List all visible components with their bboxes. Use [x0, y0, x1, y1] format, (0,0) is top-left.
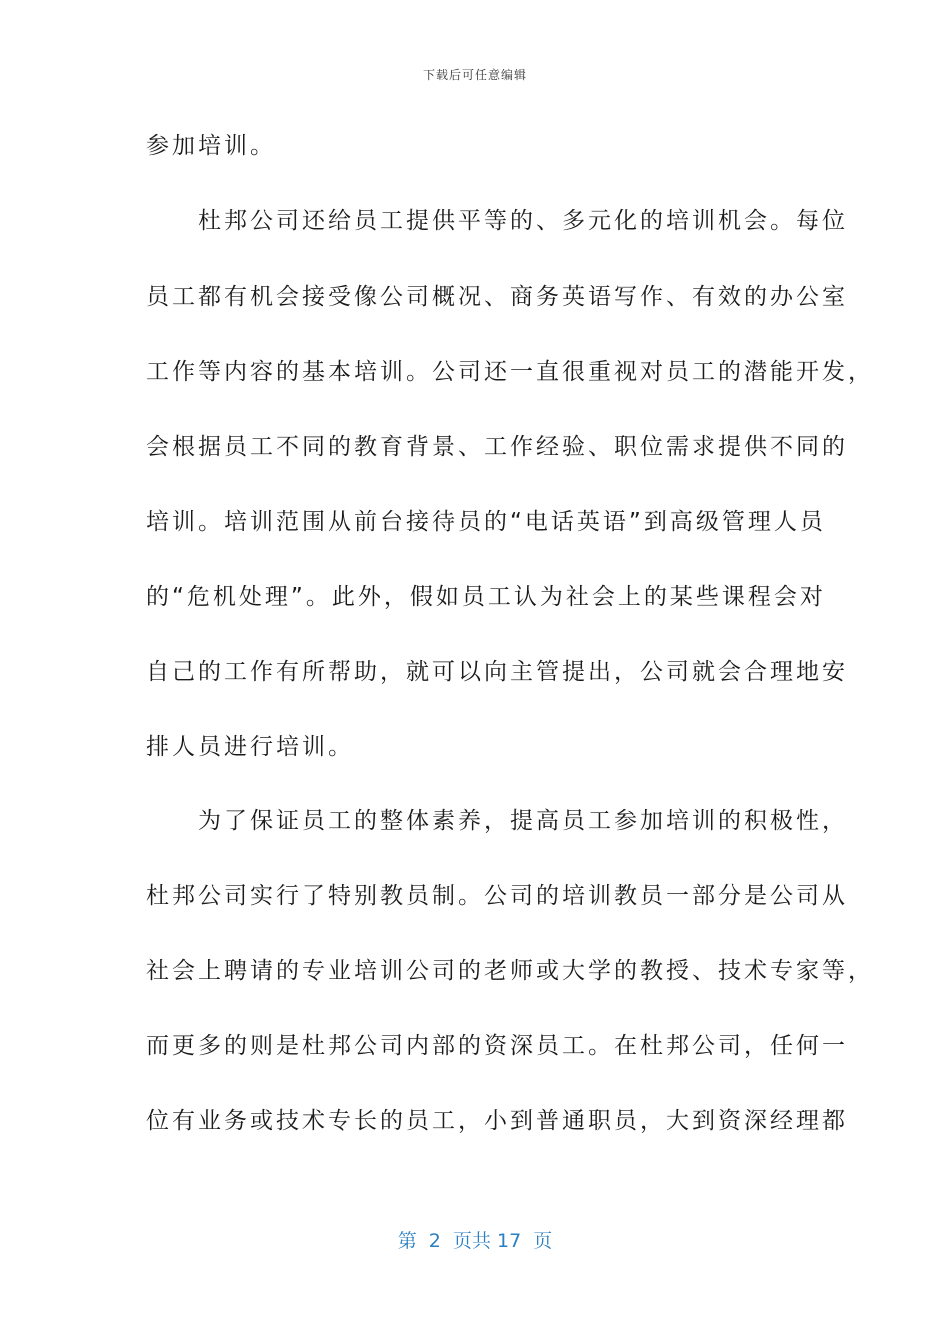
text-line: 位有业务或技术专长的员工，小到普通职员，大到资深经理都 [146, 1108, 848, 1134]
text-line: 工作等内容的基本培训。公司还一直很重视对员工的潜能开发， [146, 359, 874, 385]
text-line: 的“危机处理”。此外，假如员工认为社会上的某些课程会对 [146, 584, 826, 610]
text-line: 员工都有机会接受像公司概况、商务英语写作、有效的办公室 [146, 284, 848, 310]
text-line: 而更多的则是杜邦公司内部的资深员工。在杜邦公司，任何一 [146, 1033, 848, 1059]
text-line: 参加培训。 [146, 133, 276, 159]
header-note: 下载后可任意编辑 [422, 68, 527, 82]
text-line: 自己的工作有所帮助，就可以向主管提出，公司就会合理地安 [146, 659, 848, 685]
text-line: 杜邦公司还给员工提供平等的、多元化的培训机会。每位 [146, 208, 848, 234]
text-line: 排人员进行培训。 [146, 734, 354, 760]
text-line: 会根据员工不同的教育背景、工作经验、职位需求提供不同的 [146, 434, 848, 460]
text-line: 培训。培训范围从前台接待员的“电话英语”到高级管理人员 [146, 509, 826, 535]
page-number-footer: 第 2 页共 17 页 [397, 1230, 553, 1252]
text-line: 社会上聘请的专业培训公司的老师或大学的教授、技术专家等， [146, 958, 874, 984]
text-line: 为了保证员工的整体素养，提高员工参加培训的积极性， [146, 808, 848, 834]
text-line: 杜邦公司实行了特别教员制。公司的培训教员一部分是公司从 [146, 883, 848, 909]
